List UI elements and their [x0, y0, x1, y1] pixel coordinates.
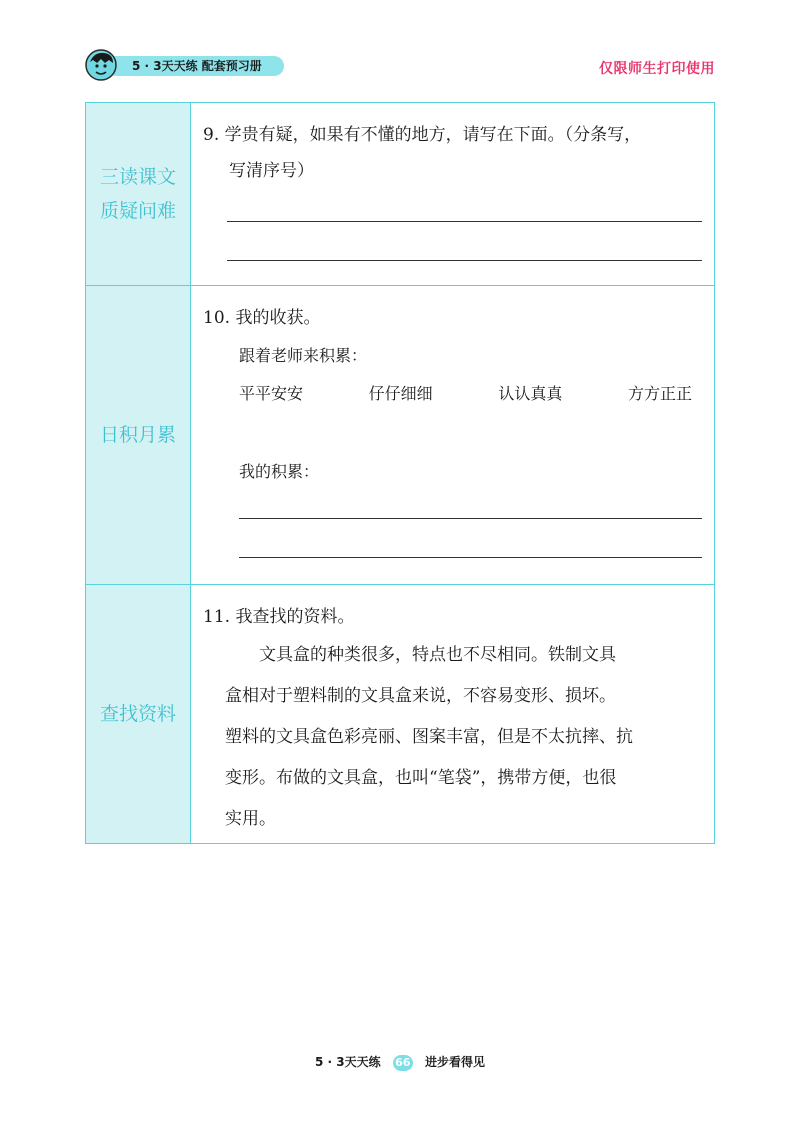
- my-accumulation-label: 我的积累：: [239, 462, 320, 481]
- worksheet-table: [85, 102, 715, 844]
- section-questions: [86, 103, 714, 286]
- mascot-icon: [84, 48, 118, 82]
- word-item: 平平安安: [239, 384, 304, 403]
- section-label-line: 质疑问难: [99, 200, 176, 222]
- writing-line[interactable]: [239, 557, 702, 558]
- writing-line[interactable]: [239, 518, 702, 519]
- writing-line[interactable]: [227, 260, 702, 261]
- research-paragraph: [203, 635, 702, 840]
- header-badge: [84, 52, 284, 78]
- section-research: [86, 585, 714, 843]
- section-content: [191, 103, 714, 285]
- section-content: [191, 585, 714, 843]
- section-label: [86, 585, 191, 843]
- question-9: 9. 学贵有疑，如果有不懂的地方，请写在下面。（分条写，: [203, 125, 642, 145]
- section-label: [86, 103, 191, 285]
- teacher-accumulation-label: 跟着老师来积累：: [239, 346, 368, 365]
- book-title: 5 · 3天天练 配套预习册: [132, 59, 262, 73]
- paragraph-line: 文具盒的种类很多，特点也不尽相同。铁制文具: [259, 645, 616, 665]
- section-label-line: 查找资料: [99, 703, 176, 725]
- footer-right: 进步看得见: [424, 1055, 485, 1069]
- section-content: [191, 286, 714, 584]
- footer-left: 5 · 3天天练: [314, 1055, 381, 1069]
- question-9-cont: 写清序号）: [229, 161, 314, 181]
- paragraph-line: 塑料的文具盒色彩亮丽、图案丰富，但是不太抗摔、抗: [225, 727, 633, 747]
- word-item: 方方正正: [627, 384, 692, 403]
- section-label: [86, 286, 191, 584]
- paragraph-line: 变形。布做的文具盒，也叫“笔袋”，携带方便，也很: [225, 768, 617, 788]
- question-11: 11. 我查找的资料。: [203, 607, 355, 627]
- word-item: 认认真真: [498, 384, 563, 403]
- paragraph-line: 实用。: [225, 809, 276, 829]
- writing-line[interactable]: [227, 221, 702, 222]
- page-footer: [0, 1053, 800, 1071]
- section-label-line: 日积月累: [99, 424, 176, 446]
- word-item: 仔仔细细: [368, 384, 433, 403]
- page-number: 66: [393, 1055, 413, 1071]
- question-10: 10. 我的收获。: [203, 308, 321, 328]
- section-accumulation: [86, 286, 714, 585]
- section-label-line: 三读课文: [99, 166, 176, 188]
- print-notice: 仅限师生打印使用: [599, 61, 715, 77]
- paragraph-line: 盒相对于塑料制的文具盒来说，不容易变形、损坏。: [225, 686, 616, 706]
- word-list: [203, 376, 702, 412]
